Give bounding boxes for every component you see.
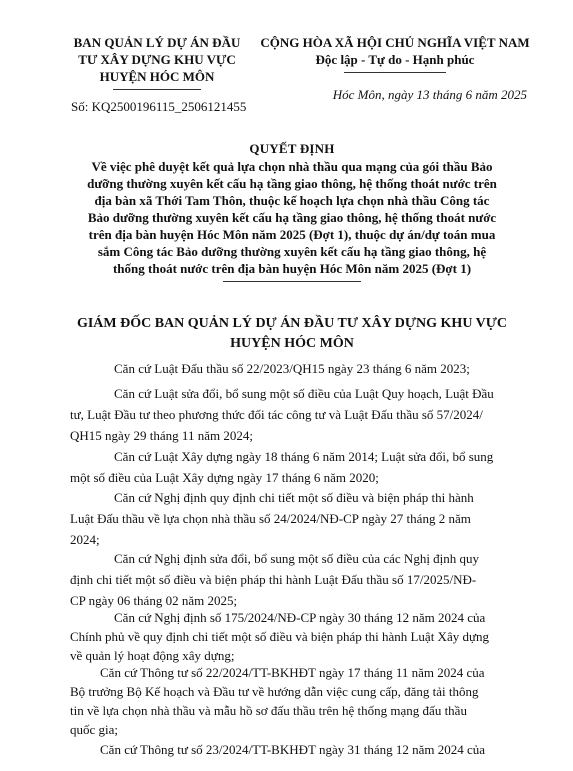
title-line-5: trên địa bàn huyện Hóc Môn năm 2025 (Đợt 1), thuộc dự án/dự toán mua — [88, 227, 496, 242]
para-line: QH15 ngày 29 tháng 11 năm 2024; — [70, 428, 253, 443]
para-line: Căn cứ Luật Đấu thầu số 22/2023/QH15 ngày 23 tháng 6 năm 2023; — [114, 361, 470, 376]
issuing-agency — [68, 34, 246, 90]
title-line-2: dưỡng thường xuyên kết cấu hạ tầng giao thông, hệ thống thoát nước trên — [87, 176, 497, 191]
title-underline — [223, 281, 361, 282]
legal-basis-4 — [70, 489, 525, 548]
director-heading — [62, 314, 522, 354]
para-line: Bộ trưởng Bộ Kế hoạch và Đầu tư về hướng dẫn việc cung cấp, đăng tải thông — [70, 684, 479, 699]
national-motto — [250, 34, 540, 73]
para-line: Căn cứ Thông tư số 22/2024/TT-BKHĐT ngày 17 tháng 11 năm 2024 của — [100, 665, 485, 680]
para-line: định chi tiết một số điều và biện pháp thi hành Luật Đấu thầu số 17/2025/NĐ- — [70, 572, 477, 587]
title-line-1: Về việc phê duyệt kết quả lựa chọn nhà thầu qua mạng của gói thầu Bảo — [91, 159, 493, 174]
motto: Độc lập - Tự do - Hạnh phúc — [315, 52, 475, 67]
para-line: về quản lý hoạt động xây dựng; — [70, 648, 235, 663]
para-line: Căn cứ Nghị định quy định chi tiết một số điều và biện pháp thi hành — [114, 490, 474, 505]
legal-basis-3 — [70, 448, 525, 486]
issue-date: Hóc Môn, ngày 13 tháng 6 năm 2025 — [332, 87, 527, 102]
document-number: Số: KQ2500196115_2506121455 — [71, 99, 247, 114]
legal-basis-2 — [70, 385, 525, 444]
para-line: Căn cứ Thông tư số 23/2024/TT-BKHĐT ngày 31 tháng 12 năm 2024 của — [100, 742, 486, 757]
para-line: CP ngày 06 tháng 02 năm 2025; — [70, 593, 238, 608]
agency-underline — [113, 89, 201, 90]
decision-heading: QUYẾT ĐỊNH — [249, 141, 335, 156]
para-line: Căn cứ Luật Xây dựng ngày 18 tháng 6 năm 2014; Luật sửa đổi, bổ sung — [114, 449, 494, 464]
legal-basis-5 — [70, 550, 525, 609]
para-line: 2024; — [70, 532, 100, 547]
motto-underline — [344, 72, 446, 73]
para-line: tư, Luật Đầu tư theo phương thức đối tác công tư và Luật Đấu thầu số 57/2024/ — [70, 407, 483, 422]
agency-line-1: BAN QUẢN LÝ DỰ ÁN ĐẦU — [73, 35, 241, 50]
legal-basis-6 — [70, 609, 525, 664]
legal-basis-7 — [70, 664, 525, 738]
para-line: Chính phủ về quy định chi tiết một số điều và biện pháp thi hành Luật Xây dựng — [70, 629, 490, 644]
title-line-6: sắm Công tác Bảo dưỡng thường xuyên kết cấu hạ tầng giao thông, hệ — [97, 244, 487, 259]
title-line-4: Bảo dưỡng thường xuyên kết cấu hạ tầng giao thông, hệ thống thoát nước — [87, 210, 497, 225]
para-line: Căn cứ Nghị định số 175/2024/NĐ-CP ngày 30 tháng 12 năm 2024 của — [114, 610, 486, 625]
legal-basis-1 — [70, 360, 525, 377]
country-name: CỘNG HÒA XÃ HỘI CHỦ NGHĨA VIỆT NAM — [260, 35, 530, 50]
para-line: một số điều của Luật Xây dựng ngày 17 tháng 6 năm 2020; — [70, 470, 379, 485]
decision-title — [62, 140, 522, 282]
title-line-3: địa bàn xã Thới Tam Thôn, thuộc kế hoạch lựa chọn nhà thầu Công tác — [94, 193, 490, 208]
para-line: Căn cứ Nghị định sửa đổi, bổ sung một số điều của các Nghị định quy — [114, 551, 480, 566]
para-line: Căn cứ Luật sửa đổi, bổ sung một số điều của Luật Quy hoạch, Luật Đầu — [114, 386, 494, 401]
agency-line-2: TƯ XÂY DỰNG KHU VỰC — [78, 52, 236, 67]
director-line-1: GIÁM ĐỐC BAN QUẢN LÝ DỰ ÁN ĐẦU TƯ XÂY DỰNG KHU VỰC — [76, 316, 508, 331]
title-line-7: thống thoát nước trên địa bàn huyện Hóc Môn năm 2025 (Đợt 1) — [112, 261, 472, 276]
agency-line-3: HUYỆN HÓC MÔN — [99, 69, 215, 84]
para-line: Luật Đấu thầu về lựa chọn nhà thầu số 24/2024/NĐ-CP ngày 27 tháng 2 năm — [70, 511, 471, 526]
para-line: quốc gia; — [70, 722, 119, 737]
para-line: tin về lựa chọn nhà thầu và mẫu hồ sơ đấu thầu trên hệ thống mạng đấu thầu — [70, 703, 467, 718]
legal-basis-8 — [70, 741, 525, 758]
director-line-2: HUYỆN HÓC MÔN — [230, 336, 354, 351]
